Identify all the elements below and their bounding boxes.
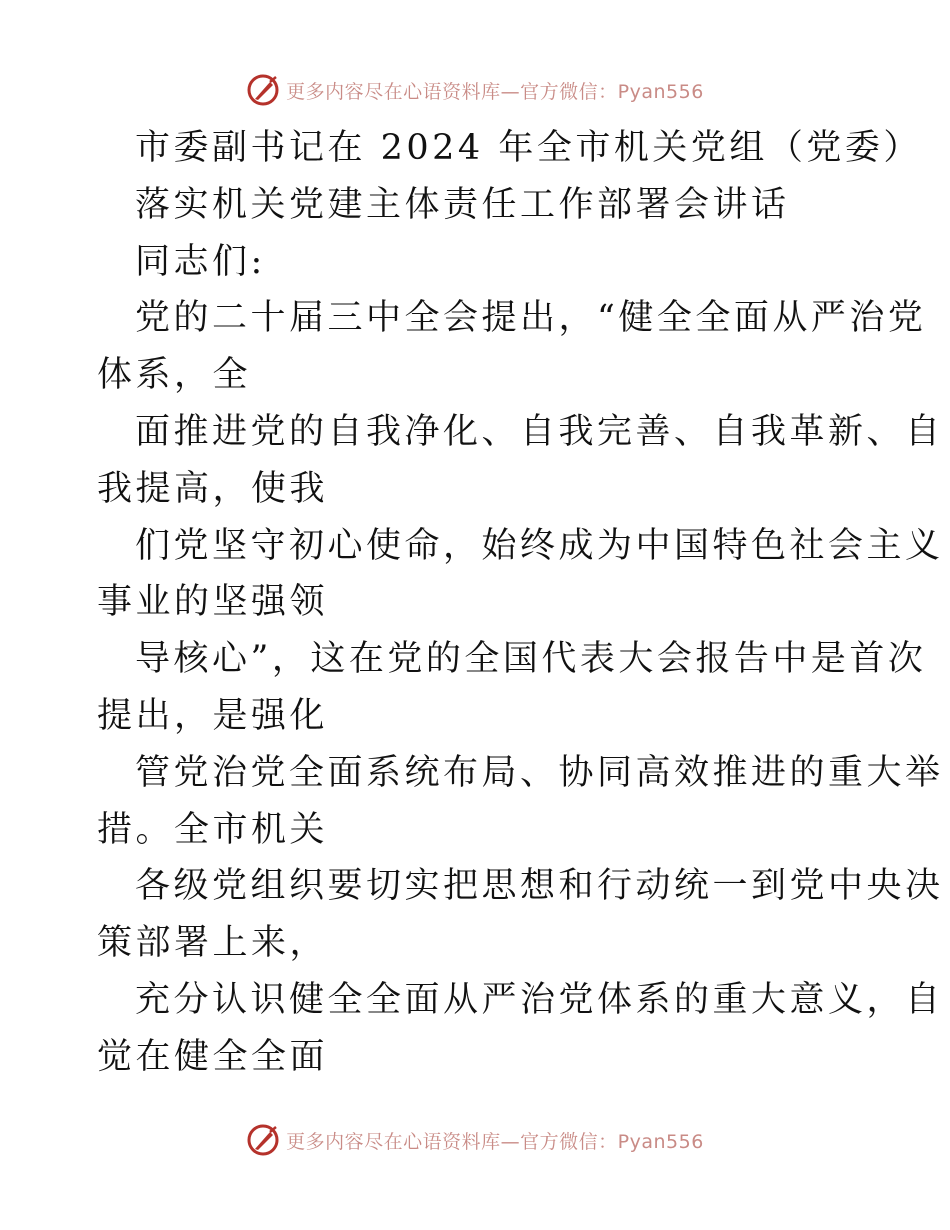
text-line: 体系，全 (97, 355, 252, 396)
watermark-text: 更多内容尽在心语资料库—官方微信：Pyan556 (286, 1130, 704, 1153)
text-line: 们党坚守初心使命，始终成为中国特色社会主义 (135, 525, 944, 566)
text-line: 觉在健全全面 (97, 1036, 329, 1077)
text-line: 充分认识健全全面从严治党体系的重大意义，自 (135, 979, 944, 1020)
text-line: 各级党组织要切实把思想和行动统一到党中央决 (135, 866, 944, 907)
text-line: 导核心”，这在党的全国代表大会报告中是首次 (135, 639, 927, 680)
text-line: 策部署上来， (97, 923, 329, 964)
text-line: 党的二十届三中全会提出，“健全全面从严治党 (135, 298, 927, 339)
text-line: 措。全市机关 (97, 809, 329, 850)
text-line: 管党治党全面系统布局、协同高效推进的重大举 (135, 752, 944, 793)
quill-pen-icon (246, 1123, 280, 1157)
text-line: 提出，是强化 (97, 695, 329, 736)
text-line: 面推进党的自我净化、自我完善、自我革新、自 (135, 411, 944, 452)
watermark-footer (0, 1120, 950, 1160)
quill-pen-icon (246, 73, 280, 107)
text-line: 事业的坚强领 (97, 582, 329, 623)
document-body (97, 120, 944, 1086)
text-line: 我提高，使我 (97, 468, 329, 509)
text-line: 同志们: (135, 241, 266, 282)
text-line: 市委副书记在 2024 年全市机关党组（党委） (135, 128, 922, 168)
watermark-header (0, 70, 950, 110)
text-line: 落实机关党建主体责任工作部署会讲话 (135, 184, 790, 225)
watermark-text: 更多内容尽在心语资料库—官方微信：Pyan556 (286, 80, 704, 103)
